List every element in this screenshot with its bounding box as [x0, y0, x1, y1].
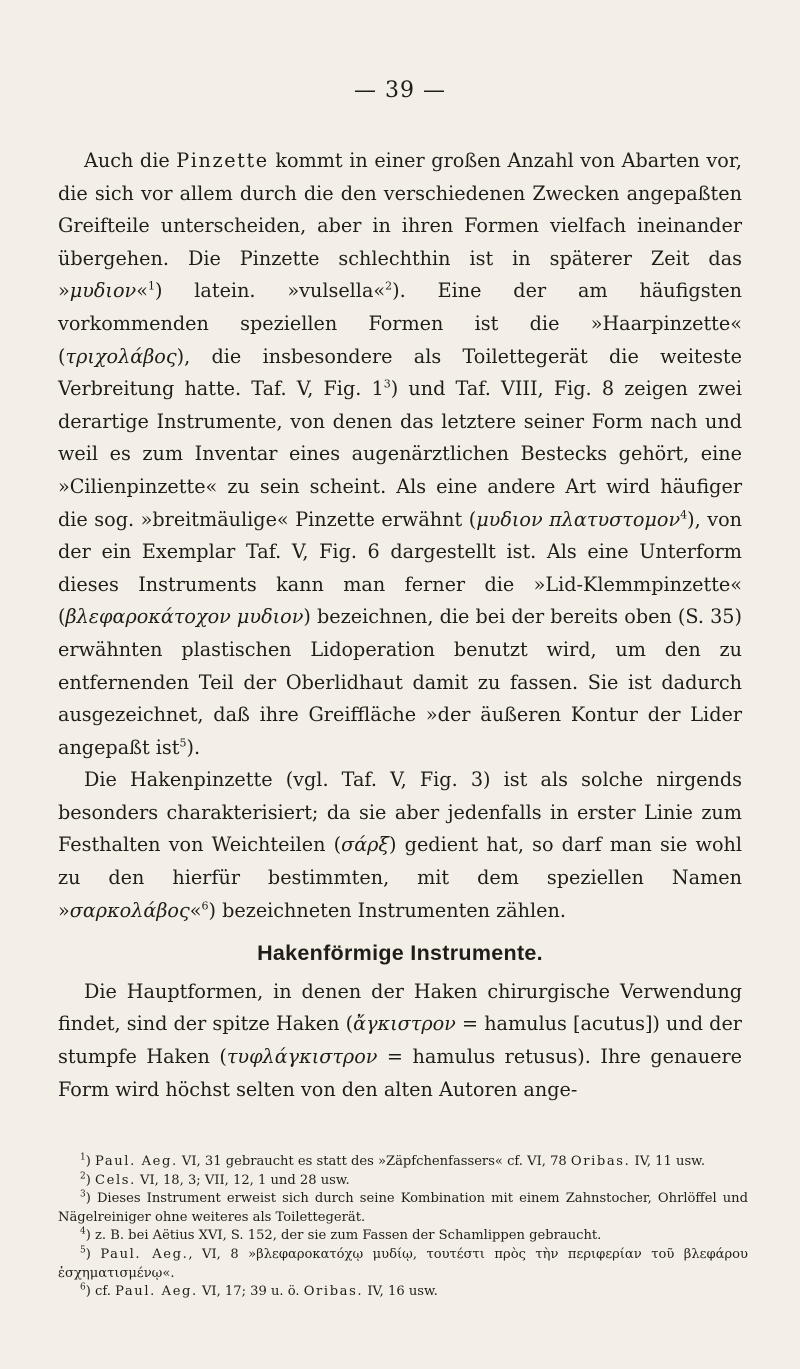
greek-term: μυδιον πλατυστομον [476, 507, 681, 531]
footnote-mark: 1 [80, 1152, 86, 1163]
greek-term: ἄγκιστρον [353, 1012, 456, 1036]
footnote-ref: 4 [680, 508, 688, 522]
page-number: — 39 — [354, 78, 446, 103]
footnote-4: $^4$) z. B. bei Aëtius XVI, S. 152, der sie zum Fassen der Schamlippen gebraucht. [80, 1227, 602, 1244]
greek-term: σαρκολάβος [69, 898, 190, 922]
greek-term: μυδιον [69, 279, 137, 303]
paragraph-pinzette [58, 145, 742, 764]
footnote-text: , VI, 8 »βλεφαροκατόχῳ μυδίῳ, τουτέστι πρὸς τὴν περιφερίαν τοῦ βλεφάρου ἐσχηματισμένῳ«. [58, 1246, 749, 1281]
footnote-text: VI, 18, 3; VII, 12, 1 und 28 usw. [135, 1172, 350, 1188]
text-run: ) gedient hat, so darf man sie wohl zu den hierfür bestimmten, mit dem speziellen Namen » [58, 833, 742, 922]
footnote-author: Oribas. [570, 1154, 631, 1169]
footnote-author: Paul. Aeg. [100, 1246, 189, 1262]
text-run: ). Eine der am häufigsten vorkommenden speziellen Formen ist die »Haarpinzette« ( [58, 279, 742, 368]
footnote-1: $^1$) Paul. Aeg. VI, 31 gebraucht es statt des »Zäpfchenfassers« cf. VI, 78 Oribas. IV, 11 usw. [80, 1152, 705, 1169]
text-run: = hamulus retusus). Ihre genauere Form wird höchst selten von den alten Autoren ange- [58, 1045, 742, 1101]
text-run: ) bezeichnen, die bei der bereits oben (S. 35) erwähnten plastischen Lidoperation benutzt wird, um den zu entfernenden Teil der Oberlidhaut damit zu fassen. Sie ist dadurch ausgezeichnet, daß ihre Greiffläche »der äußeren Kontur der Lider angepaßt ist [58, 605, 742, 759]
text-run: « [136, 279, 148, 303]
greek-term: τυφλάγκιστρον [226, 1045, 378, 1069]
footnote-text: VI, 17; 39 u. ö. [197, 1284, 304, 1300]
paragraph-hakenpinzette [58, 764, 742, 927]
footnote-text: IV, 16 usw. [363, 1284, 438, 1300]
text-run: = hamulus [acutus]) und der stumpfe Haken ( [58, 1012, 742, 1069]
footnote-ref: 1 [147, 279, 155, 293]
main-text [58, 145, 742, 1106]
footnote-text: z. B. bei Aëtius XVI, S. 152, der sie zum Fassen der Schamlippen gebraucht. [95, 1228, 602, 1244]
footnote-author: Oribas. [303, 1284, 364, 1300]
footnote-ref: 3 [383, 377, 391, 391]
text-run: kommt in einer großen Anzahl von Abarten vor, die sich vor allem durch die den verschiedenen Zwecken angepaßten Greifteile unterscheiden, aber in ihren Formen vielfach ineinander übergehen. Die Pinzette schlechthin ist in späterer Zeit das » [58, 149, 742, 303]
footnote-mark: 3 [80, 1189, 86, 1200]
paragraph-haken [58, 976, 742, 1106]
text-run: ) latein. »vulsella« [154, 279, 386, 303]
footnote-text: IV, 11 usw. [630, 1154, 705, 1169]
footnote-mark: 6 [80, 1282, 86, 1293]
footnote-text: Dieses Instrument erweist sich durch seine Kombination mit einem Zahnstocher, Ohrlöffel und Nägelreiniger ohne weiteres als Toilettegerät. [58, 1191, 748, 1225]
footnote-ref: 5 [179, 736, 187, 750]
footnote-mark: 4 [80, 1227, 86, 1238]
text-run: ) und Taf. VIII, Fig. 8 zeigen zwei derartige Instrumente, von denen das letztere seiner Form nach und weil es zum Inventar eines augenärztlichen Bestecks gehört, eine »Cilienpinzette« zu sein scheint. Als eine andere Art wird häufiger die sog. »breitmäulige« Pinzette erwähnt ( [58, 377, 742, 531]
text-run: ), die insbesondere als Toilettegerät die weiteste Verbreitung hatte. Taf. V, Fig. 1 [58, 344, 742, 401]
footnote-mark: 5 [80, 1245, 86, 1256]
footnote-text: VI, 31 gebraucht es statt des »Zäpfchenfassers« cf. VI, 78 [177, 1154, 571, 1169]
footnotes [58, 1153, 748, 1302]
footnote-6: $^6$) cf. Paul. Aeg. VI, 17; 39 u. ö. Oribas. IV, 16 usw. [80, 1282, 438, 1300]
text-run: « [189, 898, 202, 922]
footnote-ref: 2 [385, 279, 393, 293]
greek-term: τριχολάβος [65, 344, 177, 368]
spaced-term: Pinzette [176, 149, 269, 172]
section-heading: Hakenförmige Instrumente. [257, 941, 543, 966]
footnote-mark: 2 [80, 1171, 86, 1182]
footnote-ref: 6 [201, 899, 209, 913]
text-run: Die Hauptformen, in denen der Haken chirurgische Verwendung findet, sind der spitze Haken ( [58, 979, 742, 1036]
text-run: Die Hakenpinzette (vgl. Taf. V, Fig. 3) ist als solche nirgends besonders charakterisiert; da sie aber jedenfalls in erster Linie zum Festhalten von Weichteilen ( [58, 768, 742, 857]
footnote-author: Paul. Aeg. [95, 1154, 178, 1169]
footnote-author: Paul. Aeg. [115, 1284, 198, 1300]
footnote-author: Cels. [95, 1172, 136, 1188]
greek-term: βλεφαροκάτοχον μυδιον [65, 605, 304, 629]
footnote-2: $^2$) Cels. VI, 18, 3; VII, 12, 1 und 28 usw. [80, 1171, 350, 1188]
text-run: Auch die [84, 149, 177, 172]
text-run: ) bezeichneten Instrumenten zählen. [208, 898, 566, 922]
text-run: ), von der ein Exemplar Taf. V, Fig. 6 dargestellt ist. Als eine Unterform dieses Instruments kann man ferner die »Lid-Klemmpinzette« ( [58, 507, 742, 629]
greek-term: σάρξ [341, 833, 389, 857]
text-run: ). [186, 735, 201, 759]
footnote-text: cf. [95, 1284, 116, 1300]
footnote-3: $^3$) Dieses Instrument erweist sich durch seine Kombination mit einem Zahnstocher, Ohrlöffel und Nägelreiniger ohne weiteres als Toilettegerät. [58, 1189, 748, 1225]
footnote-5: $^5$) Paul. Aeg., VI, 8 »βλεφαροκατόχῳ μυδίῳ, τουτέστι πρὸς τὴν περιφερίαν τοῦ βλεφάρου ἐσχηματισμένῳ«. [58, 1245, 749, 1281]
